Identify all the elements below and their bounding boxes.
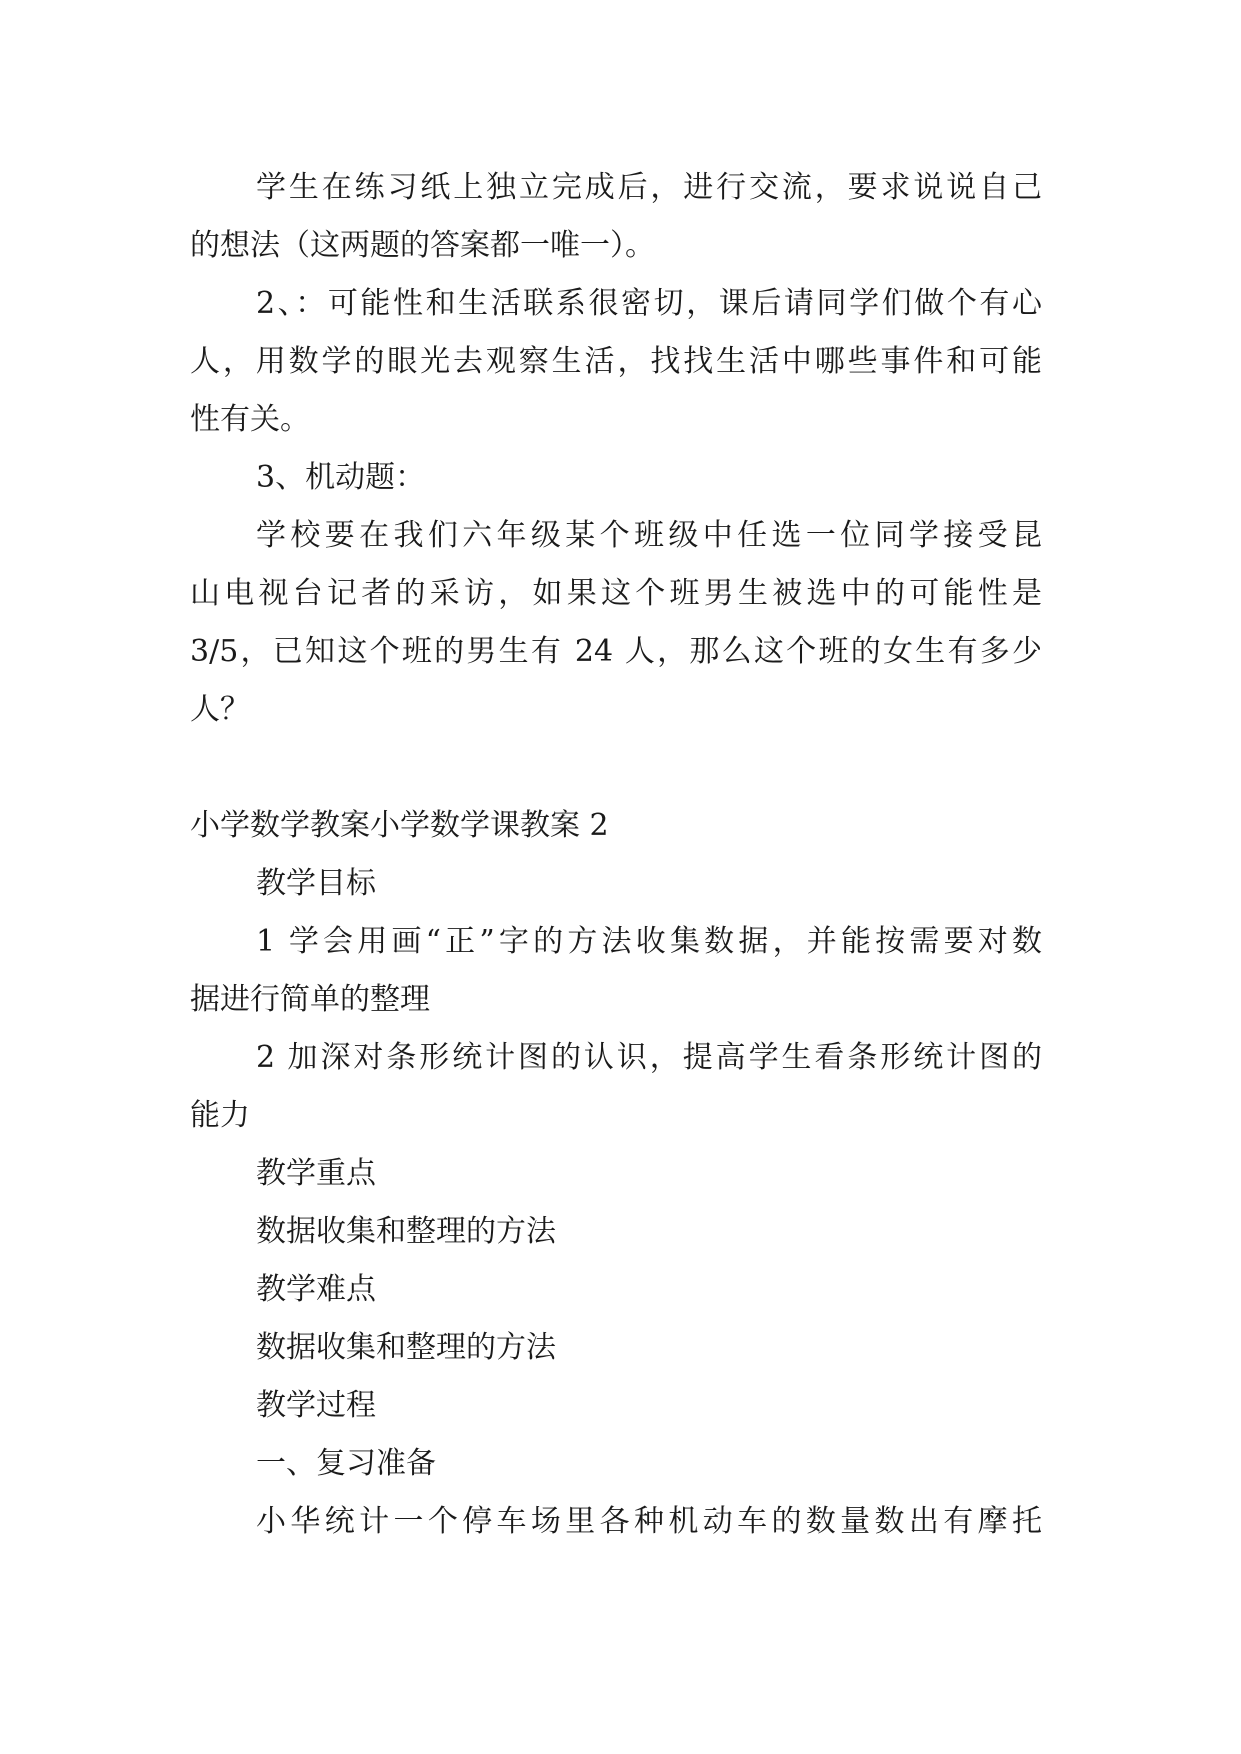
paragraph-line: 的想法（这两题的答案都一唯一）。 <box>190 228 655 263</box>
paragraph-line: 人？ <box>190 692 250 727</box>
paragraph-line: 学校要在我们六年级某个班级中任选一位同学接受昆 <box>256 518 1042 553</box>
paragraph-line: 2 加深对条形统计图的认识，提高学生看条形统计图的 <box>256 1040 1042 1075</box>
paragraph-line: 能力 <box>190 1098 250 1133</box>
heading-line: 教学重点 <box>256 1156 376 1191</box>
paragraph-line: 3、机动题： <box>256 460 426 495</box>
paragraph-line: 数据收集和整理的方法 <box>256 1330 556 1365</box>
section-title: 小学数学教案小学数学课教案 2 <box>190 808 609 843</box>
paragraph-line: 学生在练习纸上独立完成后，进行交流，要求说说自己 <box>256 170 1042 205</box>
heading-line: 教学难点 <box>256 1272 376 1307</box>
paragraph-line: 据进行简单的整理 <box>190 982 430 1017</box>
heading-line: 教学过程 <box>256 1388 376 1423</box>
paragraph-line: 小华统计一个停车场里各种机动车的数量数出有摩托 <box>256 1504 1042 1539</box>
paragraph-line: 山电视台记者的采访，如果这个班男生被选中的可能性是 <box>190 576 1042 611</box>
heading-line: 教学目标 <box>256 866 376 901</box>
paragraph-line: 数据收集和整理的方法 <box>256 1214 556 1249</box>
paragraph-line: 人，用数学的眼光去观察生活，找找生活中哪些事件和可能 <box>190 344 1042 379</box>
paragraph-line: 3/5，已知这个班的男生有 24 人，那么这个班的女生有多少 <box>190 634 1042 669</box>
paragraph-line: 1 学会用画“正”字的方法收集数据，并能按需要对数 <box>256 924 1042 959</box>
paragraph-line: 性有关。 <box>190 402 310 437</box>
paragraph-line: 2、：可能性和生活联系很密切，课后请同学们做个有心 <box>256 286 1042 321</box>
heading-line: 一、复习准备 <box>256 1446 436 1481</box>
